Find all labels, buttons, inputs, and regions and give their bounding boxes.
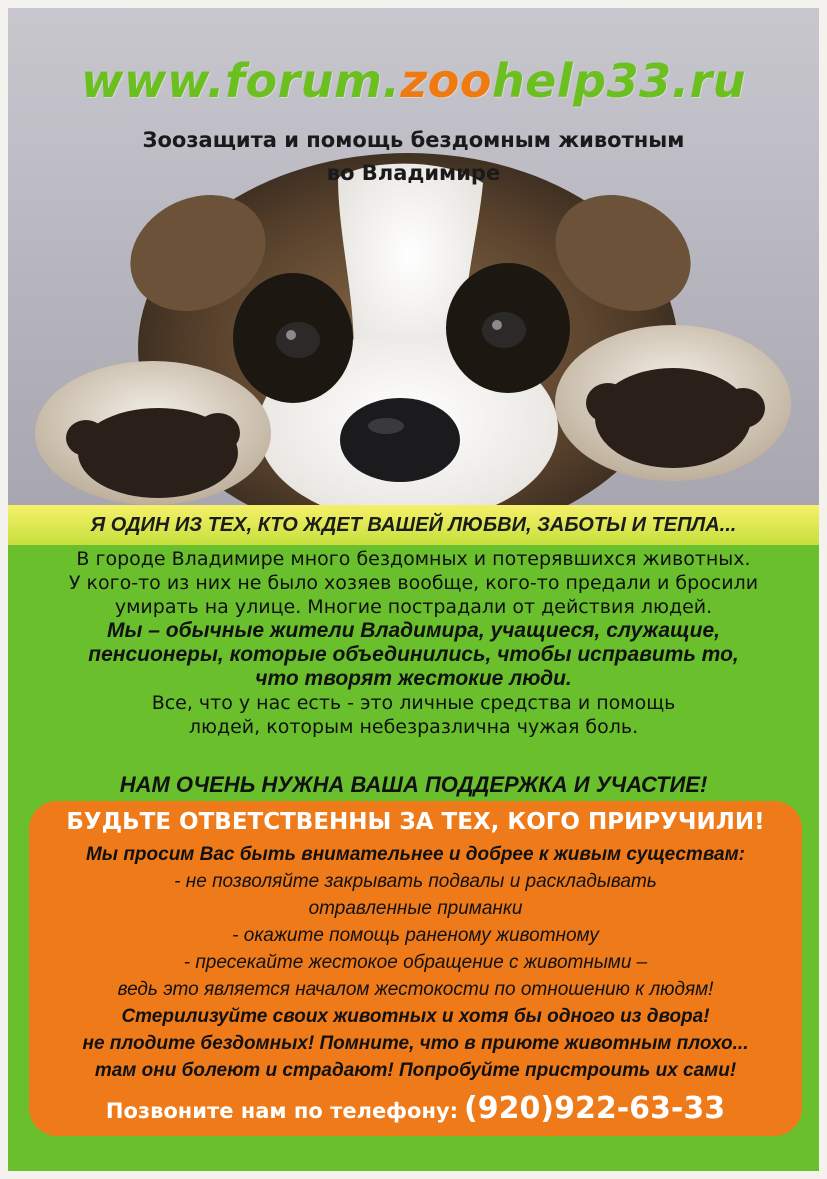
flyer	[8, 8, 819, 1171]
phone-label: Позвоните нам по телефону:	[105, 1099, 459, 1123]
panel-bold-line: Стерилизуйте своих животных и хотя бы одного из двора!	[121, 1006, 710, 1027]
headline-line-1: Зоозащита и помощь бездомным животным	[142, 128, 685, 152]
intro-line: людей, которым небезразлична чужая боль.	[188, 716, 639, 738]
panel-item: - пресекайте жестокое обращение с животными –	[183, 952, 648, 973]
intro-line: В городе Владимире много бездомных и потерявшихся животных.	[76, 548, 751, 570]
url-prefix: www.forum.	[80, 54, 401, 108]
url-accent: zoo	[400, 54, 492, 108]
panel-item: - не позволяйте закрывать подвалы и раскладывать	[174, 871, 657, 892]
headline	[8, 124, 819, 190]
intro-bold-line: Мы – обычные жители Владимира, учащиеся, служащие,	[106, 619, 720, 642]
intro-text	[8, 547, 819, 739]
panel-item: - окажите помощь раненому животному	[232, 925, 599, 946]
panel-lead: Мы просим Вас быть внимательнее и добрее к живым существам:	[85, 844, 746, 865]
responsibility-panel	[29, 801, 802, 1136]
puppy-photo	[8, 8, 819, 505]
site-url[interactable]	[8, 54, 819, 108]
panel-bold-line: не плодите бездомных! Помните, что в приюте животным плохо...	[82, 1033, 749, 1054]
intro-bold-line: пенсионеры, которые объединились, чтобы исправить то,	[88, 643, 739, 666]
panel-body	[29, 841, 802, 1084]
url-suffix: help33.ru	[491, 54, 747, 108]
headline-line-2: во Владимире	[326, 161, 501, 185]
intro-line: умирать на улице. Многие пострадали от действия людей.	[114, 596, 713, 618]
intro-line: У кого-то из них не было хозяев вообще, кого-то предали и бросили	[68, 572, 759, 594]
support-appeal: НАМ ОЧЕНЬ НУЖНА ВАША ПОДДЕРЖКА И УЧАСТИЕ!	[119, 772, 708, 797]
phone-row	[29, 1091, 802, 1126]
panel-title: БУДЬТЕ ОТВЕТСТВЕННЫ ЗА ТЕХ, КОГО ПРИРУЧИЛИ!	[66, 809, 765, 835]
intro-line: Все, что у нас есть - это личные средства и помощь	[151, 692, 676, 714]
slogan-text: Я ОДИН ИЗ ТЕХ, КТО ЖДЕТ ВАШЕЙ ЛЮБВИ, ЗАБОТЫ И ТЕПЛА...	[90, 514, 737, 536]
intro-bold-line: что творят жестокие люди.	[255, 667, 572, 690]
panel-item: ведь это является началом жестокости по отношению к людям!	[117, 979, 714, 1000]
slogan-ribbon	[8, 505, 819, 545]
panel-bold-line: там они болеют и страдают! Попробуйте пристроить их сами!	[94, 1060, 737, 1081]
panel-item: отравленные приманки	[308, 898, 523, 919]
phone-number[interactable]: (920)922-63-33	[464, 1091, 726, 1126]
